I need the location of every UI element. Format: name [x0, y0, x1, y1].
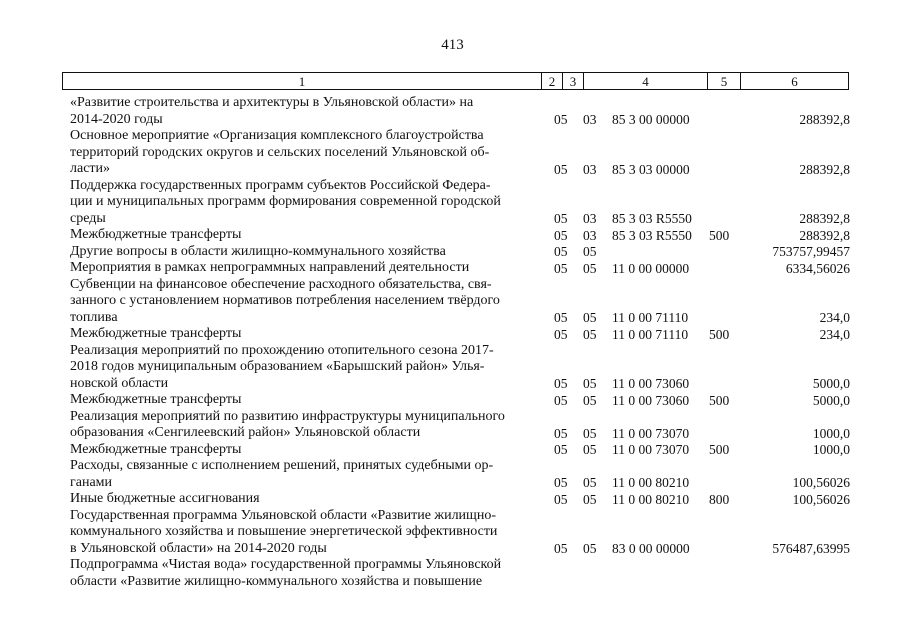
row-col-5: 500 — [709, 227, 730, 243]
row-col-3: 05 — [583, 475, 597, 490]
row-name-line: Поддержка государственных программ субъектов Российской Федера- — [70, 177, 491, 193]
row-name-line: Межбюджетные трансферты — [70, 441, 242, 457]
row-col-6: 288392,8 — [799, 161, 850, 177]
row-name-line: топлива — [70, 309, 118, 325]
row-name — [70, 458, 543, 491]
row-col-6: 100,56026 — [792, 475, 850, 490]
row-name — [70, 491, 543, 508]
row-name-line: ции и муниципальных программ формирования современной городской — [70, 194, 501, 209]
row-col-4: 11 0 00 71110 — [612, 310, 689, 325]
table-row — [0, 442, 905, 459]
row-col-2: 05 — [554, 376, 568, 391]
row-name — [70, 277, 543, 327]
row-col-2: 05 — [554, 260, 568, 276]
table-row — [0, 392, 905, 409]
row-name — [70, 508, 543, 558]
row-col-6: 576487,63995 — [772, 541, 850, 556]
row-col-2: 05 — [554, 326, 568, 342]
row-col-4: 11 0 00 80210 — [612, 491, 690, 507]
row-col-4: 83 0 00 00000 — [612, 541, 690, 556]
table-row — [0, 244, 905, 261]
table-row — [0, 178, 905, 228]
row-col-2: 05 — [554, 541, 568, 556]
row-col-2: 05 — [554, 244, 568, 259]
table-row — [0, 409, 905, 442]
row-name — [70, 128, 543, 178]
row-name — [70, 244, 543, 261]
table-header — [62, 72, 849, 90]
table-row — [0, 128, 905, 178]
row-col-3: 03 — [583, 161, 597, 177]
row-col-6: 1000,0 — [812, 425, 850, 441]
table-row — [0, 95, 905, 128]
row-col-4: 85 3 03 R5550 — [612, 227, 692, 243]
row-col-6: 234,0 — [819, 310, 850, 325]
row-col-4: 85 3 00 00000 — [612, 112, 690, 127]
row-name — [70, 260, 543, 277]
row-name-line: ганами — [70, 474, 113, 490]
row-col-5: 500 — [709, 326, 730, 342]
row-col-3: 05 — [583, 442, 597, 457]
header-col-4: 4 — [583, 73, 707, 89]
row-name-line: занного с установлением нормативов потребления населением твёрдого — [70, 293, 500, 308]
row-col-6: 5000,0 — [812, 376, 850, 391]
row-name-line: Подпрограмма «Чистая вода» государственной программы Ульяновской — [70, 557, 502, 572]
row-col-2: 05 — [554, 227, 568, 243]
row-name-line: 2018 годов муниципальным образованием «Барышский район» Улья- — [70, 359, 485, 374]
row-col-2: 05 — [554, 392, 568, 408]
row-name-line: Иные бюджетные ассигнования — [70, 491, 260, 506]
row-name — [70, 392, 543, 409]
row-name-line: Субвенции на финансовое обеспечение расходного обязательства, свя- — [70, 276, 492, 292]
row-name — [70, 227, 543, 244]
row-col-3: 05 — [583, 376, 597, 391]
row-name-line: 2014-2020 годы — [70, 111, 163, 127]
row-col-6: 753757,99457 — [772, 244, 850, 259]
table-row — [0, 260, 905, 277]
table-row — [0, 508, 905, 558]
row-name-line: Межбюджетные трансферты — [70, 326, 242, 341]
table-row — [0, 227, 905, 244]
row-col-6: 5000,0 — [812, 392, 850, 408]
row-col-3: 05 — [583, 491, 597, 507]
row-name-line: коммунального хозяйства и повышение энергетической эффективности — [70, 524, 498, 539]
row-name-line: Государственная программа Ульяновской области «Развитие жилищно- — [70, 507, 496, 523]
row-name-line: Межбюджетные трансферты — [70, 392, 242, 407]
row-col-2: 05 — [554, 310, 568, 325]
row-col-4: 11 0 00 00000 — [612, 260, 690, 276]
row-col-3: 05 — [583, 260, 597, 276]
row-col-4: 11 0 00 80210 — [612, 475, 690, 490]
row-col-4: 11 0 00 71110 — [612, 326, 689, 342]
row-name-line: Межбюджетные трансферты — [70, 227, 242, 242]
row-name-line: Мероприятия в рамках непрограммных направлений деятельности — [70, 260, 470, 275]
row-name-line: области «Развитие жилищно-коммунального хозяйства и повышение — [70, 573, 483, 589]
row-col-4: 11 0 00 73070 — [612, 442, 690, 457]
row-name — [70, 557, 543, 590]
table-row — [0, 326, 905, 343]
row-name-line: новской области — [70, 375, 169, 391]
table-row — [0, 458, 905, 491]
row-col-5: 500 — [709, 392, 730, 408]
row-col-4: 11 0 00 73070 — [612, 425, 690, 441]
row-col-4: 11 0 00 73060 — [612, 376, 690, 391]
row-col-3: 05 — [583, 541, 597, 556]
row-col-4: 85 3 03 00000 — [612, 161, 690, 177]
header-col-1: 1 — [298, 74, 306, 89]
header-col-3: 3 — [562, 73, 583, 89]
row-col-2: 05 — [554, 161, 568, 177]
header-col-6: 6 — [740, 73, 848, 89]
row-col-6: 288392,8 — [799, 227, 850, 243]
budget-table-body — [0, 95, 905, 590]
row-col-2: 05 — [554, 491, 568, 507]
row-name — [70, 409, 543, 442]
row-col-2: 05 — [554, 112, 568, 127]
row-name-line: Другие вопросы в области жилищно-коммунального хозяйства — [70, 243, 446, 259]
row-col-3: 05 — [583, 392, 597, 408]
row-name-line: «Развитие строительства и архитектуры в Ульяновской области» на — [70, 95, 474, 110]
row-col-4: 11 0 00 73060 — [612, 392, 690, 408]
header-col-5: 5 — [707, 73, 740, 89]
row-col-6: 288392,8 — [799, 112, 850, 127]
row-col-2: 05 — [554, 211, 568, 226]
row-name — [70, 95, 543, 128]
row-col-6: 234,0 — [819, 326, 850, 342]
table-row — [0, 491, 905, 508]
row-col-4: 85 3 03 R5550 — [612, 211, 692, 226]
row-col-6: 100,56026 — [792, 491, 850, 507]
row-col-3: 03 — [583, 227, 597, 243]
row-col-2: 05 — [554, 442, 568, 457]
row-name-line: территорий городских округов и сельских поселений Ульяновской об- — [70, 144, 490, 160]
row-name-line: Реализация мероприятий по развитию инфраструктуры муниципального — [70, 408, 505, 424]
row-name — [70, 326, 543, 343]
row-name — [70, 178, 543, 228]
row-col-3: 03 — [583, 112, 597, 127]
row-col-2: 05 — [554, 475, 568, 490]
row-col-5: 500 — [709, 442, 730, 457]
row-name-line: образования «Сенгилеевский район» Ульяновской области — [70, 425, 421, 440]
table-row — [0, 343, 905, 393]
row-name-line: среды — [70, 210, 106, 226]
row-col-6: 1000,0 — [812, 442, 850, 457]
table-row — [0, 277, 905, 327]
row-name — [70, 343, 543, 393]
row-col-2: 05 — [554, 425, 568, 441]
row-col-3: 05 — [583, 326, 597, 342]
row-name-line: Основное мероприятие «Организация комплексного благоустройства — [70, 128, 484, 143]
row-name — [70, 442, 543, 459]
table-row — [0, 557, 905, 590]
row-name-line: Реализация мероприятий по прохождению отопительного сезона 2017- — [70, 342, 494, 358]
row-col-3: 05 — [583, 244, 597, 259]
row-col-3: 05 — [583, 425, 597, 441]
row-name-line: Расходы, связанные с исполнением решений, принятых судебными ор- — [70, 458, 494, 473]
row-name-line: ласти» — [70, 161, 111, 176]
row-col-5: 800 — [709, 491, 730, 507]
row-col-3: 03 — [583, 211, 597, 226]
row-name-line: в Ульяновской области» на 2014-2020 годы — [70, 540, 327, 556]
row-col-3: 05 — [583, 310, 597, 325]
row-col-6: 6334,56026 — [785, 260, 850, 276]
header-col-2: 2 — [541, 73, 562, 89]
row-col-6: 288392,8 — [799, 211, 850, 226]
page-number: 413 — [441, 37, 464, 53]
